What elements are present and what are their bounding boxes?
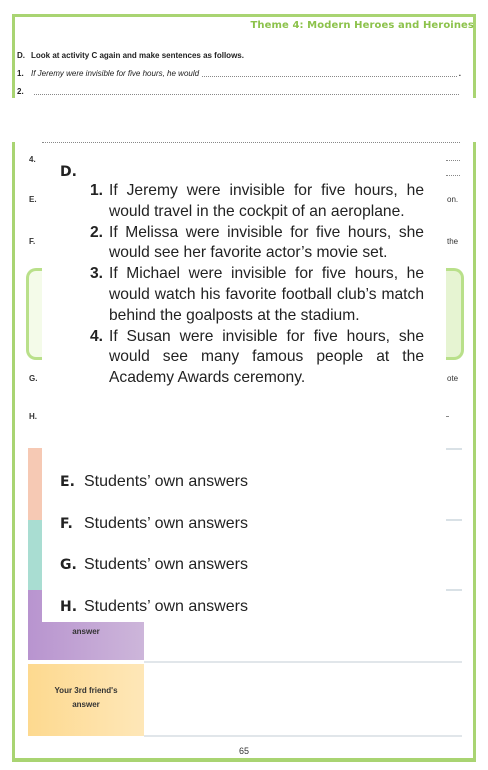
answer-item-text: If Michael were invisible for five hours, he would watch his favorite football club’s match behind the goalposts at the stadium. — [109, 265, 424, 324]
list-item — [82, 264, 424, 326]
exercise-line-1-end: . — [458, 69, 461, 78]
dotted-line-fragment — [446, 160, 460, 161]
fragment-letter-h: H. — [29, 412, 37, 421]
page-number: 65 — [238, 746, 249, 756]
exercise-line-1-text: If Jeremy were invisible for five hours, he would — [31, 69, 200, 78]
green-box-right-edge — [446, 268, 464, 360]
fragment-letter-f: F. — [29, 237, 36, 246]
list-item — [82, 327, 424, 389]
dotted-line-fragment — [446, 416, 448, 417]
answer-g — [60, 556, 248, 574]
answer-dotted-line — [34, 88, 459, 95]
table-row-line — [144, 661, 462, 663]
list-item — [82, 181, 424, 223]
answer-e-text: Students’ own answers — [84, 473, 248, 490]
exercise-line-2-num: 2. — [17, 87, 24, 96]
fragment-letter-g: G. — [29, 374, 38, 383]
answer-g-letter: G. — [60, 557, 77, 573]
answer-f — [60, 515, 248, 533]
answer-f-letter: F. — [60, 516, 73, 532]
answer-e-letter: E. — [60, 474, 75, 490]
blank-band — [0, 98, 488, 142]
activity-d-letter: D. — [17, 51, 25, 60]
answer-dotted-line — [202, 70, 457, 77]
answer-g-text: Students’ own answers — [84, 556, 248, 573]
answer-item-num: 4. — [89, 327, 103, 345]
dotted-line-fragment — [42, 142, 460, 143]
answer-h-letter: H. — [60, 599, 78, 615]
exercise-line-2 — [17, 87, 461, 96]
fragment-num-4: 4. — [29, 155, 36, 164]
activity-d-instruction — [17, 51, 457, 60]
table-cell-yellow — [28, 664, 144, 736]
answer-h — [60, 598, 248, 616]
fragment-ote: ote — [447, 374, 459, 383]
answer-item-num: 2. — [89, 223, 103, 241]
table-row-line — [144, 735, 462, 737]
answer-d-list — [82, 181, 424, 389]
answer-f-text: Students’ own answers — [84, 515, 248, 532]
answer-item-num: 3. — [89, 265, 103, 283]
theme-title: Theme 4: Modern Heroes and Heroines — [250, 20, 474, 31]
list-item — [82, 223, 424, 265]
fragment-the: the — [447, 237, 459, 246]
answer-h-text: Students’ own answers — [84, 598, 248, 615]
answer-d-letter: D. — [60, 164, 77, 180]
answer-item-text: If Melissa were invisible for five hours, she would see her favorite actor’s movie set. — [109, 223, 424, 262]
fragment-on: on. — [447, 195, 459, 204]
exercise-line-1-num: 1. — [17, 69, 24, 78]
activity-d-instruction-text: Look at activity C again and make sentences as follows. — [31, 51, 244, 60]
green-box-left-edge — [26, 268, 42, 360]
friend-3-answer-label: Your 3rd friend's answer — [54, 686, 118, 709]
dotted-line-fragment — [446, 175, 460, 176]
answer-item-text: If Jeremy were invisible for five hours, he would travel in the cockpit of an aeroplane. — [109, 182, 424, 220]
answer-key-card — [42, 144, 446, 622]
answer-item-num: 1. — [89, 182, 103, 199]
answer-e — [60, 473, 248, 491]
friend-2-answer-label: answer — [72, 627, 100, 636]
answer-item-text: If Susan were invisible for five hours, she would see many famous people at the Academy Awards ceremony. — [109, 327, 424, 387]
exercise-line-1 — [17, 69, 461, 78]
fragment-letter-e: E. — [29, 195, 37, 204]
